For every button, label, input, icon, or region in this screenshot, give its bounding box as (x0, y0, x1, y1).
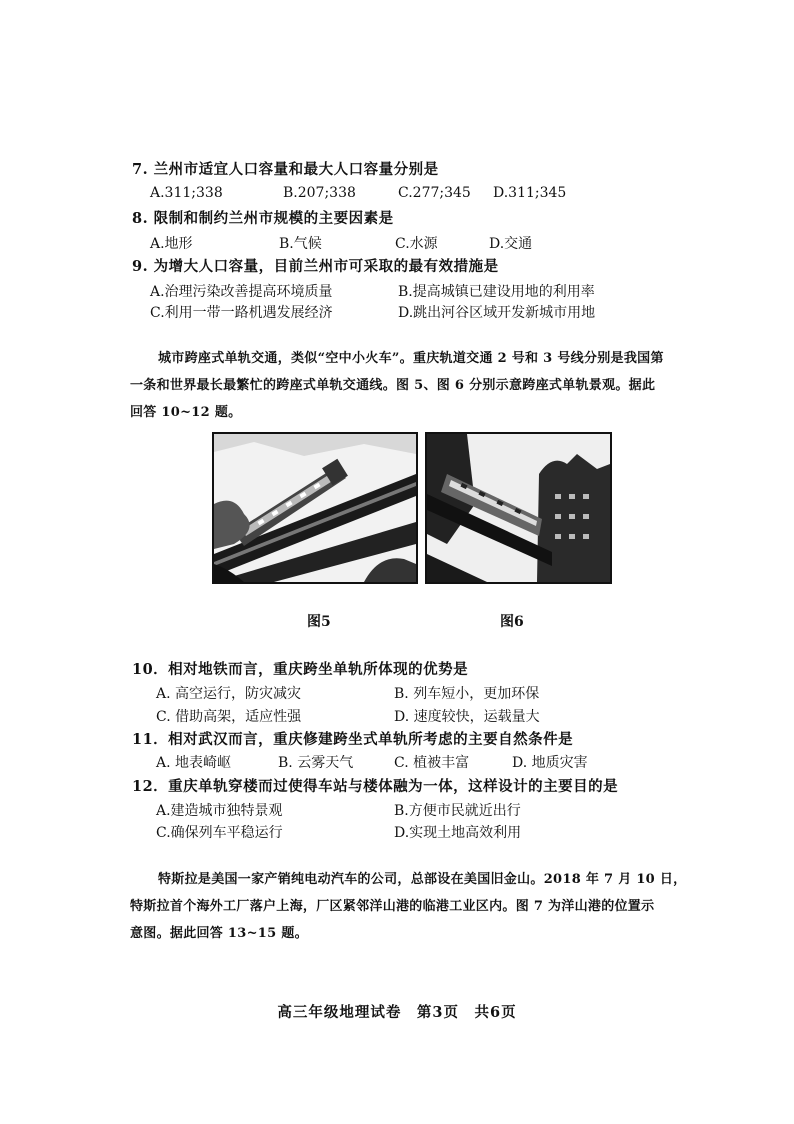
q12-option-d: D.实现土地高效利用 (394, 825, 522, 841)
q7-option-b: B.207;338 (283, 185, 356, 201)
passage-tesla-line-1: 特斯拉是美国一家产销纯电动汽车的公司，总部设在美国旧金山。2018 年 7 月 10 日， (158, 872, 687, 887)
passage-monorail (130, 345, 690, 426)
passage-monorail-line-3: 回答 10~12 题。 (130, 405, 242, 420)
q7-option-c: C.277;345 (398, 185, 471, 201)
q11-option-b: B. 云雾天气 (278, 755, 354, 771)
q9-option-c: C.利用一带一路机遇发展经济 (150, 305, 333, 321)
q11-option-a: A. 地表崎岖 (156, 755, 232, 771)
q10-option-b: B. 列车短小，更加环保 (394, 686, 540, 702)
figure-5-image (214, 434, 416, 582)
passage-tesla-line-2: 特斯拉首个海外工厂落户上海，厂区紧邻洋山港的临港工业区内。图 7 为洋山港的位置示 (130, 899, 655, 914)
question-11-stem: 11．相对武汉而言，重庆修建跨坐式单轨所考虑的主要自然条件是 (132, 731, 574, 748)
passage-tesla-line-3: 意图。据此回答 13~15 题。 (130, 926, 308, 941)
q8-option-a: A.地形 (150, 236, 193, 252)
page-footer: 高三年级地理试卷 第3页 共6页 (277, 1004, 517, 1021)
q8-option-b: B.气候 (279, 236, 322, 252)
question-10-stem: 10．相对地铁而言，重庆跨坐单轨所体现的优势是 (132, 661, 469, 678)
q10-option-d: D. 速度较快，运载量大 (394, 709, 540, 725)
q8-option-c: C.水源 (395, 236, 438, 252)
passage-tesla (130, 866, 690, 947)
figure-5-caption: 图5 (307, 614, 331, 630)
q12-option-c: C.确保列车平稳运行 (156, 825, 283, 841)
q9-option-a: A.治理污染改善提高环境质量 (150, 284, 333, 300)
q10-option-a: A. 高空运行，防灾减灾 (156, 686, 302, 702)
q11-option-c: C. 植被丰富 (394, 755, 470, 771)
q7-option-a: A.311;338 (150, 185, 223, 201)
figure-6-caption: 图6 (500, 614, 524, 630)
q7-option-d: D.311;345 (493, 185, 567, 201)
question-9-stem: 9. 为增大人口容量，目前兰州市可采取的最有效措施是 (132, 258, 499, 275)
q12-option-b: B.方便市民就近出行 (394, 803, 521, 819)
question-8-stem: 8. 限制和制约兰州市规模的主要因素是 (132, 210, 394, 227)
question-7-stem: 7. 兰州市适宜人口容量和最大人口容量分别是 (132, 161, 439, 178)
q8-option-d: D.交通 (489, 236, 533, 252)
q10-option-c: C. 借助高架，适应性强 (156, 709, 302, 725)
q11-option-d: D. 地质灾害 (512, 755, 588, 771)
q9-option-b: B.提高城镇已建设用地的利用率 (398, 284, 595, 300)
figure-6-image (427, 434, 610, 582)
q12-option-a: A.建造城市独特景观 (156, 803, 283, 819)
passage-monorail-line-2: 一条和世界最长最繁忙的跨座式单轨交通线。图 5、图 6 分别示意跨座式单轨景观。据此 (130, 378, 656, 393)
question-12-stem: 12．重庆单轨穿楼而过使得车站与楼体融为一体，这样设计的主要目的是 (132, 778, 619, 795)
figure-6-photo (425, 432, 612, 584)
passage-monorail-line-1: 城市跨座式单轨交通，类似“空中小火车”。重庆轨道交通 2 号和 3 号线分别是我国第 (158, 351, 664, 366)
q9-option-d: D.跳出河谷区域开发新城市用地 (398, 305, 596, 321)
figure-5-photo (212, 432, 418, 584)
